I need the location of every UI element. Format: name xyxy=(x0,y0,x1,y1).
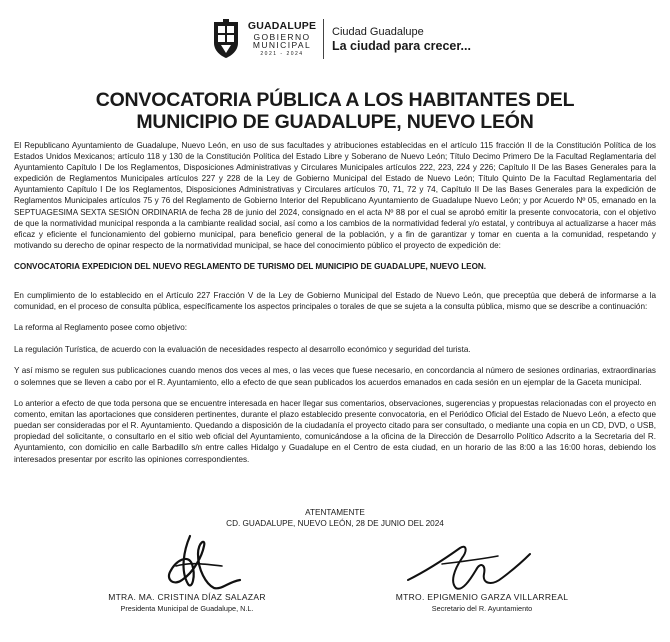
document-body xyxy=(14,140,656,475)
municipal-shield-icon xyxy=(211,19,241,59)
document-title xyxy=(0,89,670,133)
paragraph-publications: Y así mismo se regulen sus publicaciones cuando menos dos veces al mes, o las veces que fuese necesario, en concordancia al número de sesiones ordinarias, extraordinarias o solemnes que se lleven a cabo por el R. Ayuntamiento, ello a efecto de que sean publicados los acuerdos emanados en cada sesión en un ejemplar de la Gaceta municipal. xyxy=(14,366,656,387)
logo-line-2: GOBIERNO xyxy=(253,31,311,42)
title-line-1: CONVOCATORIA PÚBLICA A LOS HABITANTES DEL xyxy=(95,89,575,111)
signer-name: MTRA. MA. CRISTINA DÍAZ SALAZAR xyxy=(108,592,266,602)
signature-left-mark xyxy=(150,530,250,594)
header-divider xyxy=(323,19,324,59)
place-date: CD. GUADALUPE, NUEVO LEÓN, 28 DE JUNIO DEL 2024 xyxy=(226,519,444,528)
header xyxy=(211,14,471,64)
signer-role: Secretario del R. Ayuntamiento xyxy=(431,604,533,613)
government-wordmark xyxy=(247,21,317,57)
signature-block-left xyxy=(82,592,292,613)
intro-paragraph: El Republicano Ayuntamiento de Guadalupe, Nuevo León, en uso de sus facultades y atribuciones establecidas en el artículo 115 fracción II de la Constitución Política de los Estados Unidos Mexicanos; artículo 118 y 130 de la Constitución Política del Estado Libre y Soberano de Nuevo León; Título Decimo Primero De la Facultad Reglamentaria del Ayuntamiento Capítulo I De los Reglamentos, Disposiciones Administrativas y Circulares Municipales artículos 222, 223, 224 y 226; Capítulo II De las Bases Generales para la expedición de Reglamentos Municipales artículos 227 y 228 de la Ley de Gobierno Municipal del Estado de Nuevo León; Título Quinto De la Facultad Reglamentaria del Ayuntamiento Capítulo I De los Reglamentos, Disposiciones Administrativas y Circulares artículos 70, 71, 72 y 74, Capítulo II De las Bases Generales para la expedición de Reglamentos Municipales artículos 75 y 76 del Reglamento de Gobierno Interior del Republicano Ayuntamiento de Guadalupe Nuevo León; y por Acuerdo Nº 05, emanado en la SEPTUAGESIMA SEXTA SESIÓN ORDINARIA de fecha 28 de junio del 2024, consignado en el acta Nº 88 por el cual se aprobó emitir la presente convocatoria, con el objetivo de que la normatividad municipal responda a la cambiante realidad social, así como a los cambios de la normatividad federal y/o estatal, y contribuya al actualizarse a hacer más eficaz y eficiente el funcionamiento del gobierno municipal, para beneficio general de la población, y a fin de garantizar y tomar en cuenta a la comunidad, respetando y motivando su derecho de opinar respecto de la normatividad municipal, se hace del conocimiento público el proyecto de expedición de: xyxy=(14,141,656,250)
paragraph-consultation: Lo anterior a efecto de que toda persona que se encuentre interesada en hacer llegar sus comentarios, observaciones, sugerencias y propuestas relacionadas con el proyecto en comento, emitan las aportaciones que consideren pertinentes, durante el plazo establecido presente convocatoria, en el Periódico Oficial del Estado de Nuevo León, a efecto que puedan ser consideradas por el R. Ayuntamiento. Quedando a disposición de la ciudadanía el proyecto citado para ser consultado, o mediante una copia en un CD, DVD, o USB, propiedad del solicitante, o consultarlo en el sitio web oficial del Ayuntamiento, comunicándose a la oficina de la Dirección de Desarrollo Político Adscrito a la Secretaria del R. Ayuntamiento, con domicilio en calle Barbadillo s/n entre calles Hidalgo y Guadalupe en el Centro de esta ciudad, en un horario de las 8:00 a las 16:00 horas, debiendo los interesados presentar por escrito las opiniones correspondientes. xyxy=(14,399,656,464)
paragraph-objective-label: La reforma al Reglamento posee como objetivo: xyxy=(14,323,187,333)
logo-line-4: 2021 - 2024 xyxy=(260,50,304,57)
paragraph-compliance: En cumplimiento de lo establecido en el Artículo 227 Fracción V de la Ley de Gobierno Municipal del Estado de Nuevo León, que preceptúa que deberá de informarse a la comunidad, en el proceso de consulta pública, específicamente los aspectos principales o torales de que se sujeta a la consulta pública, mismo que se describe a continuación: xyxy=(14,290,656,311)
city-branding xyxy=(332,26,471,53)
city-name: Ciudad Guadalupe xyxy=(332,25,424,38)
signature-block-right xyxy=(372,592,592,613)
closing-block xyxy=(0,507,670,529)
logo-line-1: GUADALUPE xyxy=(247,20,317,33)
signature-right-mark xyxy=(398,540,538,596)
atentamente-label: ATENTAMENTE xyxy=(305,508,365,517)
title-line-2: MUNICIPIO DE GUADALUPE, NUEVO LEÓN xyxy=(136,111,534,133)
logo-line-3: MUNICIPAL xyxy=(252,40,312,51)
paragraph-objective: La regulación Turística, de acuerdo con la evaluación de necesidades respecto al desarrollo económico y seguridad del turista. xyxy=(14,344,471,354)
signer-name: MTRO. EPIGMENIO GARZA VILLARREAL xyxy=(395,592,569,602)
signer-role: Presidenta Municipal de Guadalupe, N.L. xyxy=(120,604,254,613)
city-slogan: La ciudad para crecer... xyxy=(332,38,471,53)
convocatoria-subheading: CONVOCATORIA EXPEDICION DEL NUEVO REGLAMENTO DE TURISMO DEL MUNICIPIO DE GUADALUPE, NUEVO LEON. xyxy=(14,262,487,272)
